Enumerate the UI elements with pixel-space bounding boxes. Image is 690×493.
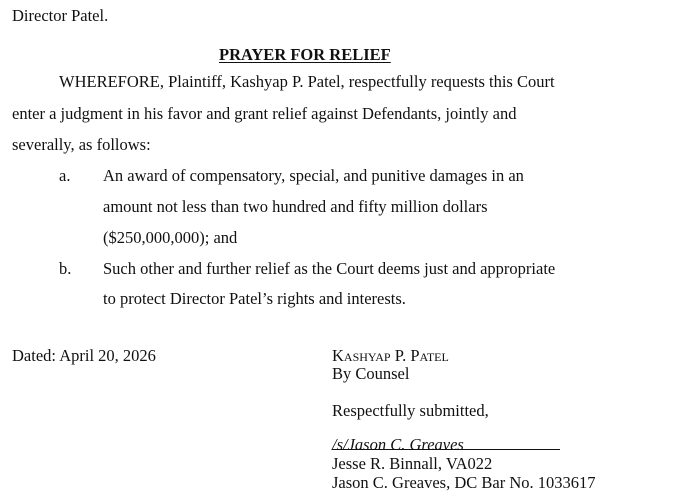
list-marker: b.	[59, 259, 72, 278]
by-counsel: By Counsel	[332, 364, 410, 383]
list-item-line: An award of compensatory, special, and punitive damages in an	[103, 166, 524, 185]
counsel-line-1: Jesse R. Binnall, VA022	[332, 454, 493, 473]
section-heading: PRAYER FOR RELIEF	[219, 45, 391, 64]
intro-line-3: severally, as follows:	[12, 135, 151, 154]
intro-line-2: enter a judgment in his favor and grant relief against Defendants, jointly and	[12, 104, 517, 123]
electronic-signature: /s/Jason C. Greaves	[332, 435, 464, 454]
respectfully-submitted: Respectfully submitted,	[332, 401, 489, 420]
list-item-line: ($250,000,000); and	[103, 228, 238, 247]
list-item-line: amount not less than two hundred and fifty million dollars	[103, 197, 488, 216]
opening-line: Director Patel.	[12, 6, 109, 25]
dated-line: Dated: April 20, 2026	[12, 346, 156, 365]
list-item-line: to protect Director Patel’s rights and interests.	[103, 289, 406, 308]
list-marker: a.	[59, 166, 71, 185]
signature-underline	[332, 449, 560, 450]
party-name: Kashyap P. Patel	[332, 346, 449, 365]
list-item-line: Such other and further relief as the Court deems just and appropriate	[103, 259, 556, 278]
intro-line-1: WHEREFORE, Plaintiff, Kashyap P. Patel, respectfully requests this Court	[59, 72, 555, 91]
counsel-line-2: Jason C. Greaves, DC Bar No. 1033617	[332, 473, 596, 492]
